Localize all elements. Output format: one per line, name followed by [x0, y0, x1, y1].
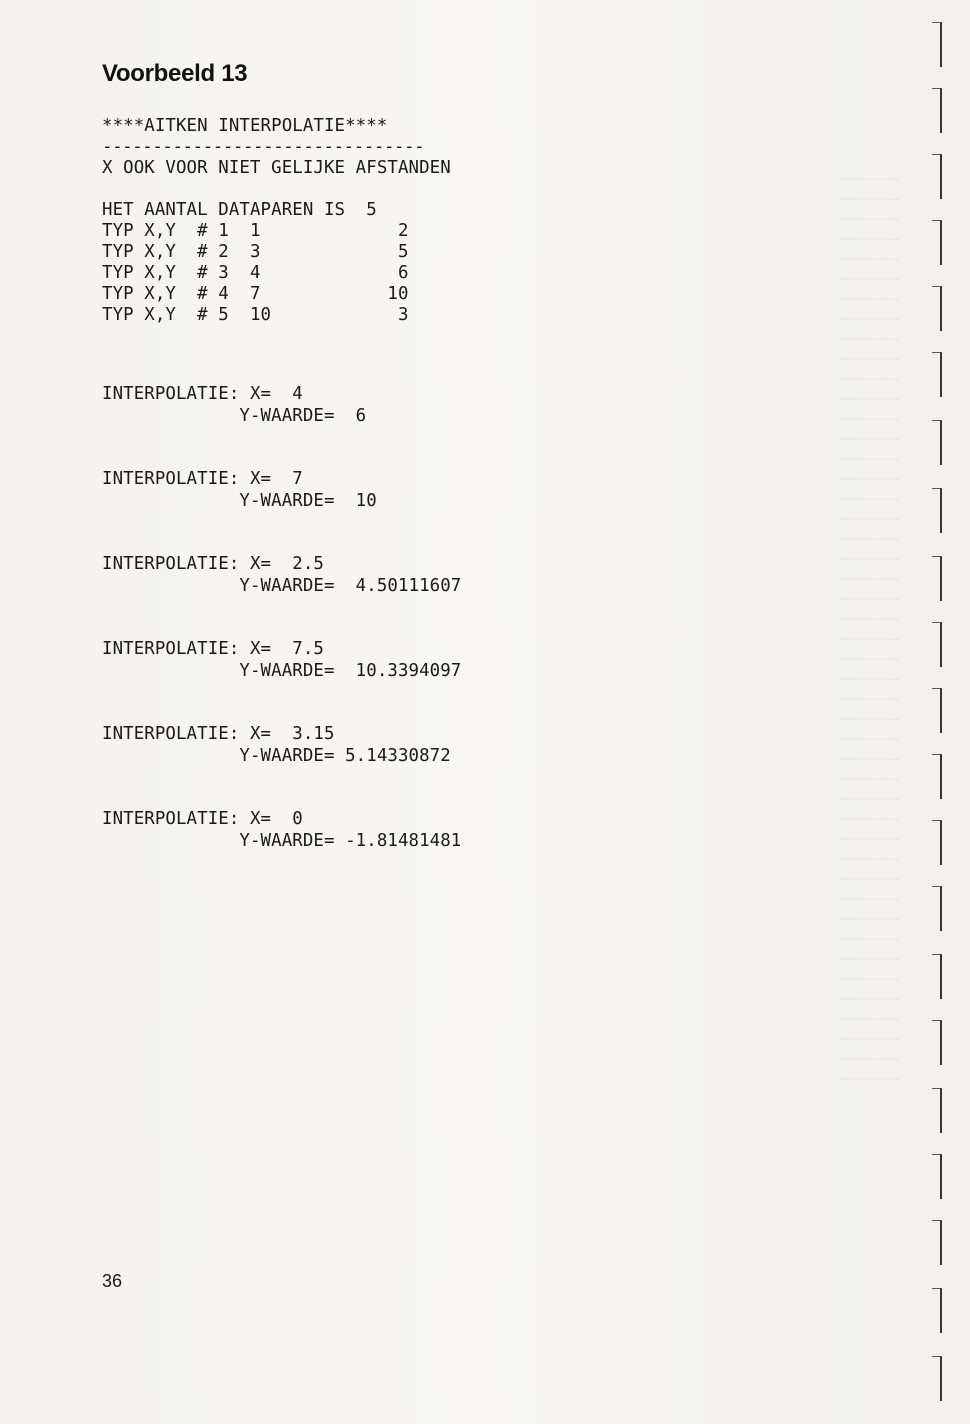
- binding-hole: [932, 688, 942, 733]
- binding-hole: [932, 488, 942, 533]
- binding-hole: [932, 154, 942, 199]
- binding-hole: [932, 954, 942, 999]
- interpolation-y-line: Y-WAARDE= 6: [102, 406, 367, 426]
- input-line: TYP X,Y # 4 7 10: [102, 284, 409, 304]
- binding-holes: [928, 0, 958, 1424]
- input-line: TYP X,Y # 3 4 6: [102, 263, 409, 283]
- binding-hole: [932, 556, 942, 601]
- page-heading: Voorbeeld 13: [102, 60, 248, 87]
- interpolation-x-line: INTERPOLATIE: X= 7: [102, 469, 303, 489]
- interpolation-y-line: Y-WAARDE= 10.3394097: [102, 661, 462, 681]
- binding-hole: [932, 286, 942, 331]
- program-title: ****AITKEN INTERPOLATIE****: [102, 116, 388, 136]
- binding-hole: [932, 22, 942, 67]
- page-number: 36: [102, 1271, 123, 1291]
- interpolation-y-line: Y-WAARDE= 5.14330872: [102, 746, 451, 766]
- binding-hole: [932, 420, 942, 465]
- interpolation-y-line: Y-WAARDE= -1.81481481: [102, 831, 462, 851]
- binding-hole: [932, 1220, 942, 1265]
- interpolation-x-line: INTERPOLATIE: X= 2.5: [102, 554, 324, 574]
- program-rule: --------------------------------: [102, 137, 425, 157]
- binding-hole: [932, 886, 942, 931]
- binding-hole: [932, 622, 942, 667]
- interpolation-x-line: INTERPOLATIE: X= 3.15: [102, 724, 335, 744]
- interpolation-y-line: Y-WAARDE= 4.50111607: [102, 576, 462, 596]
- input-line: TYP X,Y # 1 1 2: [102, 221, 409, 241]
- interpolation-x-line: INTERPOLATIE: X= 4: [102, 384, 303, 404]
- binding-hole: [932, 820, 942, 865]
- input-line: TYP X,Y # 5 10 3: [102, 305, 409, 325]
- interpolation-x-line: INTERPOLATIE: X= 0: [102, 809, 303, 829]
- data-count-line: HET AANTAL DATAPAREN IS 5: [102, 200, 377, 220]
- binding-hole: [932, 220, 942, 265]
- binding-hole: [932, 1154, 942, 1199]
- binding-hole: [932, 1288, 942, 1333]
- binding-hole: [932, 754, 942, 799]
- interpolation-x-line: INTERPOLATIE: X= 7.5: [102, 639, 324, 659]
- binding-hole: [932, 1356, 942, 1401]
- interpolation-y-line: Y-WAARDE= 10: [102, 491, 377, 511]
- binding-hole: [932, 352, 942, 397]
- binding-hole: [932, 1020, 942, 1065]
- program-subtitle: X OOK VOOR NIET GELIJKE AFSTANDEN: [102, 158, 451, 178]
- show-through-texture: [840, 160, 900, 1080]
- binding-hole: [932, 88, 942, 133]
- input-line: TYP X,Y # 2 3 5: [102, 242, 409, 262]
- binding-hole: [932, 1088, 942, 1133]
